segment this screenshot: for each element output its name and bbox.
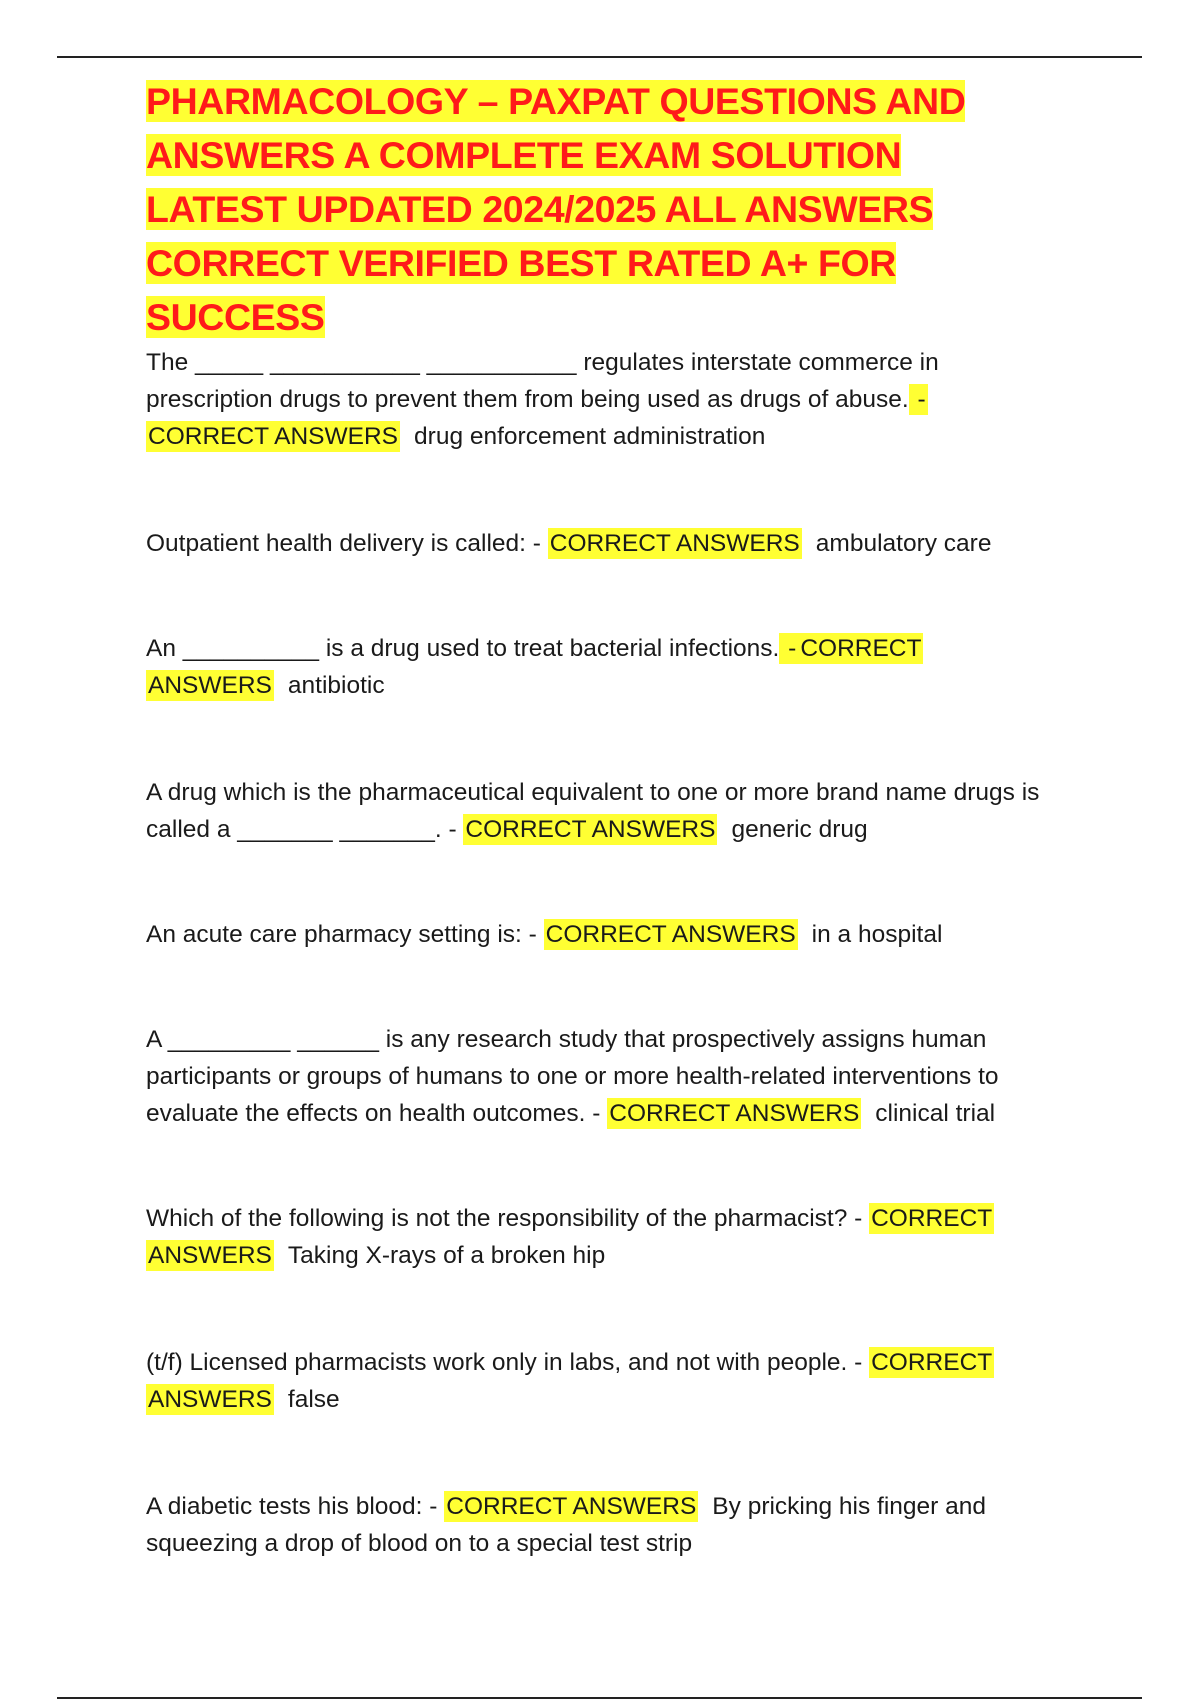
answer-text: Taking X-rays of a broken hip [287, 1242, 606, 1269]
qa-item [146, 916, 1051, 953]
qa-item [146, 1488, 1051, 1562]
question-text: A _________ ______ is any research study that prospectively assigns human participants or groups of humans to one or more health-related interventions to evaluate the effects on health outcomes. [146, 1026, 999, 1127]
answer-text: antibiotic [287, 672, 385, 699]
correct-answers-label: CORRECT ANSWERS [549, 530, 800, 557]
qa-item [146, 630, 1051, 704]
correct-answers-label: CORRECT ANSWERS [465, 816, 716, 843]
question-text: An __________ is a drug used to treat bacterial infections. [146, 635, 780, 662]
top-divider [57, 56, 1142, 58]
correct-answers-label: CORRECT ANSWERS [148, 1349, 993, 1413]
separator: - [910, 386, 926, 413]
answer-text: in a hospital [811, 921, 943, 948]
answer-text: clinical trial [875, 1100, 996, 1127]
answer-text: By pricking his finger and squeezing a drop of blood on to a special test strip [146, 1493, 987, 1557]
answer-text: false [287, 1386, 340, 1413]
separator: - [521, 921, 544, 948]
separator: - [781, 635, 797, 662]
qa-item [146, 344, 1051, 455]
qa-item [146, 525, 1051, 562]
separator: - [585, 1100, 608, 1127]
question-text: Outpatient health delivery is called: [146, 530, 526, 557]
qa-item [146, 774, 1051, 848]
question-text: The _____ ___________ ___________ regulates interstate commerce in prescription drugs to prevent them from being used as drugs of abuse. [146, 349, 939, 413]
document-title: PHARMACOLOGY – PAXPAT QUESTIONS AND ANSWERS A COMPLETE EXAM SOLUTION LATEST UPDATED 2024/2025 ALL ANSWERS CORRECT VERIFIED BEST RATED A+ FOR SUCCESS [146, 80, 966, 338]
correct-answers-label: CORRECT ANSWERS [148, 423, 399, 450]
correct-answers-label: CORRECT ANSWERS [545, 921, 796, 948]
question-text: A drug which is the pharmaceutical equivalent to one or more brand name drugs is called a _______ _______. [146, 779, 1040, 843]
question-text: An acute care pharmacy setting is: [146, 921, 522, 948]
separator: - [525, 530, 548, 557]
separator: - [422, 1493, 445, 1520]
answer-text: drug enforcement administration [414, 423, 766, 450]
correct-answers-label: CORRECT ANSWERS [148, 1205, 993, 1269]
bottom-divider [57, 1697, 1142, 1699]
qa-item [146, 1344, 1051, 1418]
correct-answers-label: CORRECT ANSWERS [446, 1493, 697, 1520]
question-text: A diabetic tests his blood: [146, 1493, 423, 1520]
answer-text: generic drug [731, 816, 868, 843]
question-text: Which of the following is not the responsibility of the pharmacist? [146, 1205, 848, 1232]
separator: - [847, 1349, 870, 1376]
correct-answers-label: CORRECT ANSWERS [609, 1100, 860, 1127]
qa-item [146, 1200, 1051, 1274]
separator: - [441, 816, 464, 843]
qa-item [146, 1021, 1051, 1132]
question-text: (t/f) Licensed pharmacists work only in labs, and not with people. [146, 1349, 848, 1376]
correct-answers-label: CORRECT ANSWERS [148, 635, 922, 699]
document-body [146, 74, 1051, 1562]
separator: - [847, 1205, 870, 1232]
answer-text: ambulatory care [815, 530, 992, 557]
